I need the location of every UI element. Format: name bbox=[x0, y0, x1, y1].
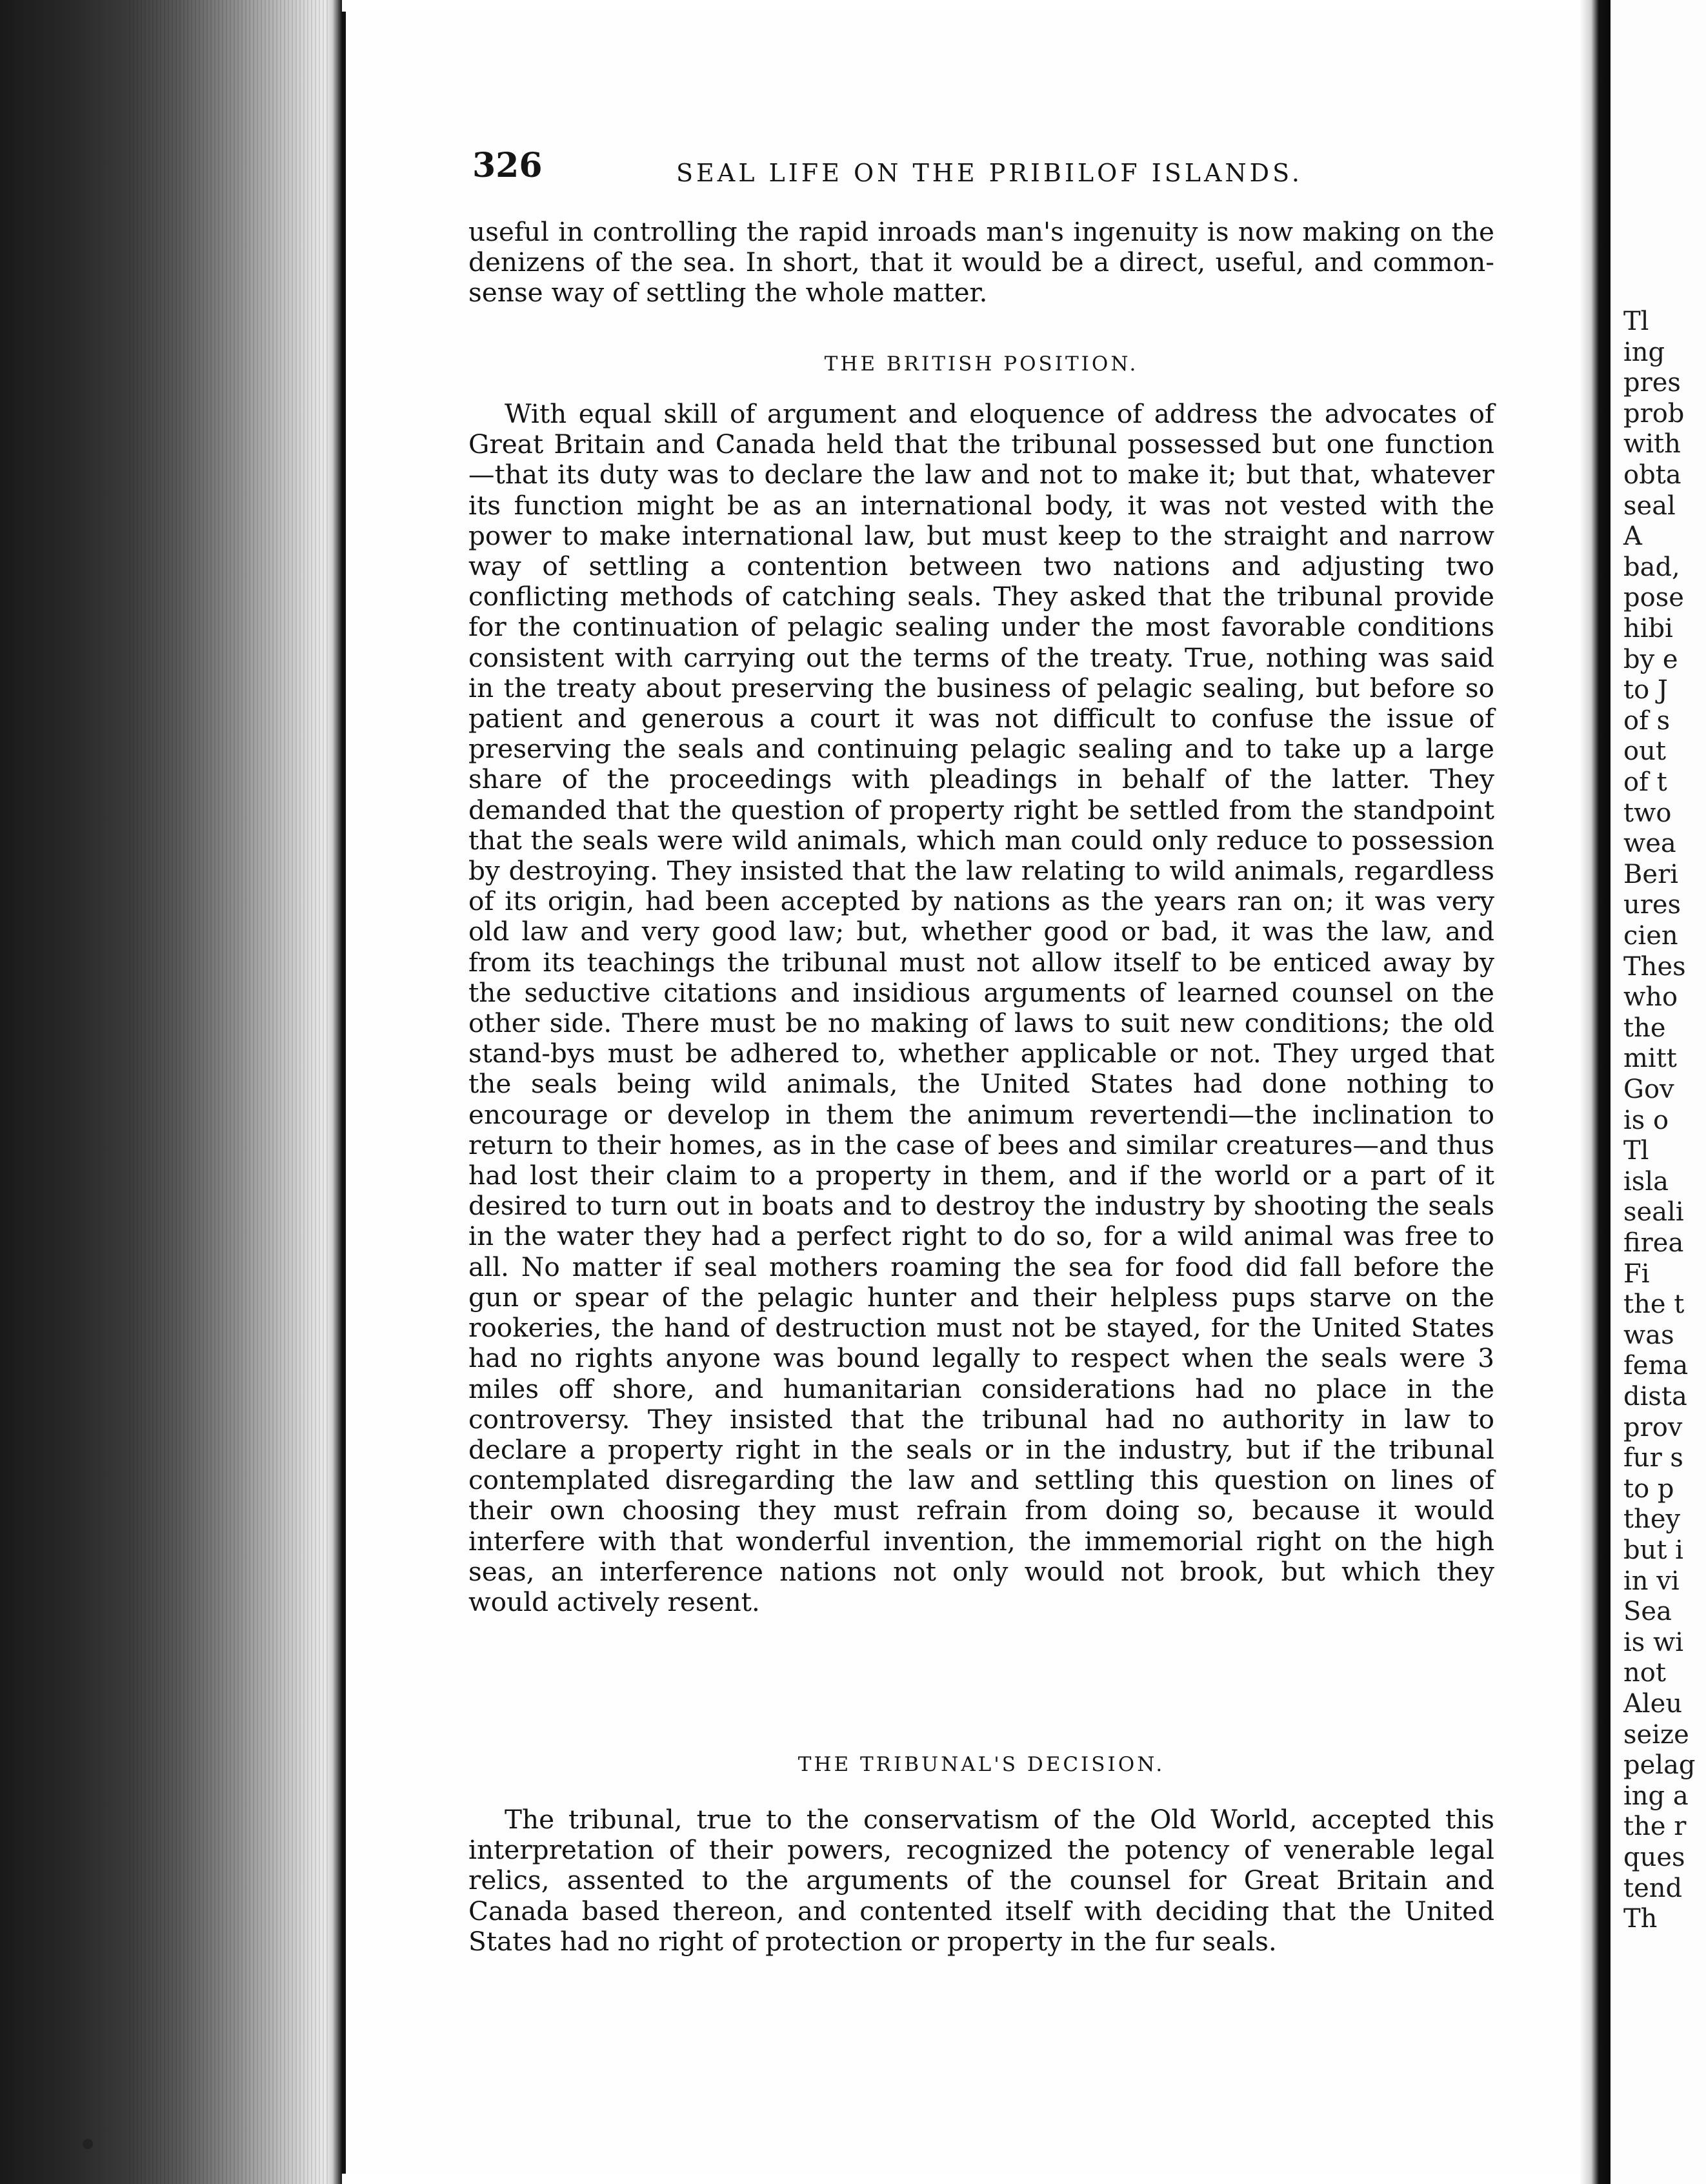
facing-page-line-fragment: prob bbox=[1623, 398, 1685, 429]
facing-page-line-fragment: was bbox=[1623, 1320, 1674, 1350]
facing-page-line-fragment: A bbox=[1623, 521, 1642, 552]
facing-page-line-fragment: bad, bbox=[1623, 552, 1680, 582]
facing-page-line-fragment: obta bbox=[1623, 460, 1681, 490]
facing-page-line-fragment: in vi bbox=[1623, 1566, 1680, 1596]
facing-page-line-fragment: ures bbox=[1623, 890, 1681, 920]
facing-page-line-fragment: Tl bbox=[1623, 1136, 1649, 1166]
facing-page-line-fragment: but i bbox=[1623, 1535, 1683, 1565]
facing-page-line-fragment: dista bbox=[1623, 1382, 1687, 1411]
scan-speck bbox=[83, 2139, 93, 2149]
facing-page-line-fragment: the t bbox=[1623, 1289, 1685, 1320]
facing-page-line-fragment: mitt bbox=[1623, 1044, 1677, 1074]
facing-page-line-fragment: seali bbox=[1623, 1197, 1684, 1228]
british-position-paragraph: With equal skill of argument and eloquence of address the advocates of Great Britain and Canada held that the tribunal possessed but one function—that its duty was to declare the law and not to make it; but that, whatever its function might be as an international body, it was not vested with the power to make international law, but must keep to the straight and narrow way of settling a contention between two nations and adjusting two conflicting methods of catching seals. They asked that the tribunal provide for the continuation of pelagic sealing under the most favorable conditions consistent with carrying out the terms of the treaty. True, nothing was said in the treaty about preserving the business of pelagic sealing, but before so patient and generous a court it was not difficult to confuse the issue of preserving the seals and continuing pelagic sealing and to take up a large share of the proceedings with pleadings in behalf of the latter. They demanded that the question of property right be settled from the standpoint that the seals were wild animals, which man could only reduce to possession by destroying. They insisted that the law relating to wild animals, regardless of its origin, had been accepted by nations as the years ran on; it was very old law and very good law; but, whether good or bad, it was the law, and from its teachings the tribunal must not allow itself to be enticed away by the seductive citations and insidious arguments of learned counsel on the other side. There must be no making of laws to suit new conditions; the old stand-bys must be adhered to, whether applicable or not. They urged that the seals being wild animals, the United States had done nothing to encourage or develop in them the animum revertendi—the inclination to return to their homes, as in the case of bees and similar creatures—and thus had lost their claim to a property in them, and if the world or a part of it desired to turn out in boats and to destroy the industry by shooting the seals in the water they had a perfect right to do so, for a wild animal was free to all. No matter if seal mothers roaming the sea for food did fall before the gun or spear of the pelagic hunter and their helpless pups starve on the rookeries, the hand of destruction must not be stayed, for the United States had no rights anyone was bound legally to respect when the seals were 3 miles off shore, and humanitarian considerations had no place in the controversy. They insisted that the tribunal had no authority in law to declare a property right in the seals or in the industry, but if the tribunal contemplated disregarding the law and settling this question on lines of their own choosing they must refrain from doing so, because it would interfere with that wonderful invention, the immemorial right on the high seas, an interference nations not only would not brook, but which they would actively resent. bbox=[468, 398, 1494, 1617]
facing-page-line-fragment: seal bbox=[1623, 490, 1676, 521]
facing-page-line-fragment: out bbox=[1623, 736, 1666, 767]
facing-page-line-fragment: cien bbox=[1623, 921, 1678, 951]
facing-page-line-fragment: pres bbox=[1623, 368, 1681, 398]
facing-page-line-fragment: ing a bbox=[1623, 1781, 1689, 1811]
facing-page-line-fragment: hibi bbox=[1623, 614, 1673, 643]
facing-page-line-fragment: Sea bbox=[1623, 1597, 1672, 1627]
facing-page-line-fragment: of s bbox=[1623, 705, 1671, 736]
facing-page-line-fragment: Tl bbox=[1623, 307, 1649, 336]
facing-page-line-fragment: to p bbox=[1623, 1473, 1674, 1504]
facing-page-line-fragment: of t bbox=[1623, 767, 1667, 797]
section-heading-tribunal-decision: THE TRIBUNAL'S DECISION. bbox=[798, 1753, 1165, 1776]
facing-page-line-fragment: tend bbox=[1623, 1873, 1683, 1903]
book-gutter bbox=[1580, 0, 1611, 2184]
facing-page-line-fragment: Beri bbox=[1623, 859, 1678, 889]
facing-page-line-fragment: Fi bbox=[1623, 1259, 1650, 1289]
facing-page-line-fragment: not bbox=[1623, 1658, 1666, 1688]
facing-page-line-fragment: the r bbox=[1623, 1812, 1687, 1842]
facing-page-edge bbox=[1611, 0, 1706, 2184]
section-heading-british-position: THE BRITISH POSITION. bbox=[824, 352, 1139, 376]
facing-page-line-fragment: is o bbox=[1623, 1105, 1669, 1135]
facing-page-line-fragment: wea bbox=[1623, 829, 1676, 859]
facing-page-line-fragment: Gov bbox=[1623, 1075, 1674, 1104]
facing-page-line-fragment: fema bbox=[1623, 1351, 1689, 1381]
facing-page-line-fragment: fur s bbox=[1623, 1443, 1683, 1473]
facing-page-line-fragment: to J bbox=[1623, 675, 1668, 705]
facing-page-line-fragment: Thes bbox=[1623, 951, 1686, 982]
page-number: 326 bbox=[472, 146, 543, 185]
british-position-block bbox=[468, 399, 1494, 1617]
facing-page-line-fragment: by e bbox=[1623, 644, 1678, 674]
tribunal-decision-block bbox=[468, 1805, 1494, 1957]
facing-page-line-fragment: who bbox=[1623, 982, 1678, 1013]
facing-page-line-fragment: firea bbox=[1623, 1228, 1684, 1258]
facing-page-line-fragment: seize bbox=[1623, 1719, 1689, 1750]
facing-page-line-fragment: pose bbox=[1623, 583, 1684, 613]
scan-left-margin bbox=[0, 0, 342, 2184]
opening-paragraph: useful in controlling the rapid inroads man's ingenuity is now making on the denizens of the sea. In short, that it would be a direct, useful, and common-sense way of settling the whole matter. bbox=[468, 216, 1494, 308]
running-title: SEAL LIFE ON THE PRIBILOF ISLANDS. bbox=[676, 159, 1303, 187]
tribunal-decision-paragraph: The tribunal, true to the conservatism of the Old World, accepted this interpretation of their powers, recognized the potency of venerable legal relics, assented to the arguments of the counsel for Great Britain and Canada based thereon, and contented itself with deciding that the United States had no right of protection or property in the fur seals. bbox=[468, 1804, 1494, 1957]
facing-page-line-fragment: they bbox=[1623, 1504, 1681, 1535]
facing-page-line-fragment: is wi bbox=[1623, 1627, 1684, 1657]
facing-page-line-fragment: prov bbox=[1623, 1412, 1683, 1442]
facing-page-line-fragment: isla bbox=[1623, 1166, 1669, 1197]
facing-page-line-fragment: ing bbox=[1623, 337, 1665, 367]
book-page bbox=[342, 12, 1613, 2174]
facing-page-line-fragment: ques bbox=[1623, 1843, 1685, 1872]
facing-page-line-fragment: Aleu bbox=[1623, 1689, 1683, 1719]
facing-page-line-fragment: pelag bbox=[1623, 1750, 1696, 1781]
facing-page-line-fragment: the bbox=[1623, 1013, 1666, 1043]
facing-page-line-fragment: two bbox=[1623, 798, 1672, 828]
facing-page-line-fragment: Th bbox=[1623, 1904, 1658, 1934]
facing-page-line-fragment: with bbox=[1623, 429, 1681, 460]
opening-paragraph-block bbox=[468, 217, 1494, 308]
